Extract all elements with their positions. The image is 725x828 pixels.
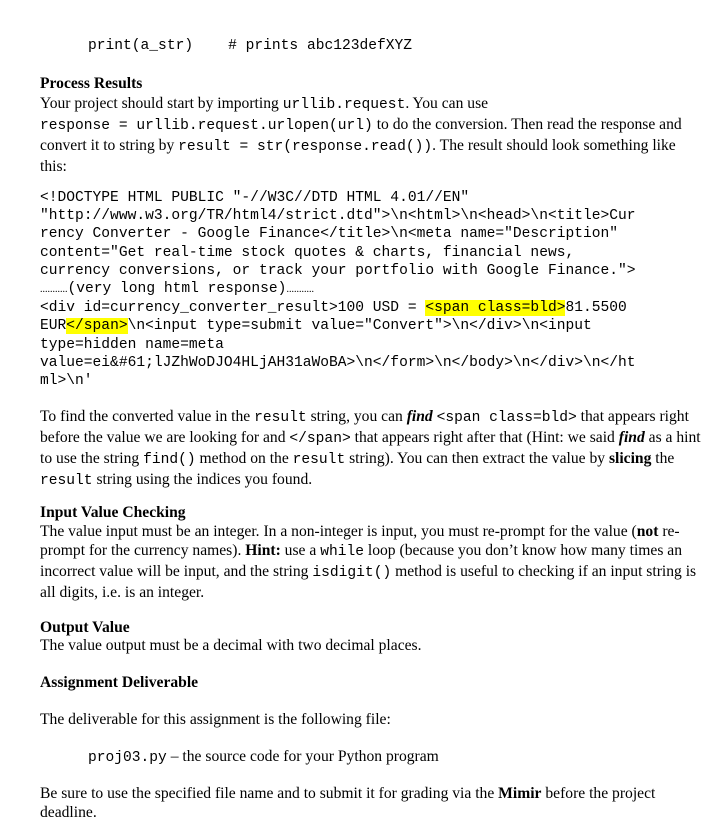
response-value: 81.5500 [565, 300, 627, 317]
input-check-paragraph [40, 522, 703, 602]
response-line-4: content="Get real-time stock quotes & charts, financial news, [40, 244, 575, 261]
deliverable-heading: Assignment Deliverable [40, 674, 199, 691]
file-desc: – the source code for your Python program [166, 748, 439, 765]
find-text-d: that appears right before the value we are looking for and [40, 408, 689, 446]
result-code-2: result [292, 452, 346, 468]
response-line-1: <!DOCTYPE HTML PUBLIC "-//W3C//DTD HTML 4.01//EN" [40, 190, 470, 206]
p1-text-c: to do the conversion. Then read the response and convert it to string by [40, 116, 682, 154]
top-code-line [88, 37, 703, 55]
urllib-code: urllib.request [282, 97, 406, 113]
input-text-f: method is useful to checking if an input string is all digits, i.e. is an integer. [40, 563, 697, 601]
find-text-a: To find the converted value in the [40, 408, 255, 425]
find-text-j: string using the indices you found. [92, 471, 313, 488]
find-emph-2: find [618, 429, 645, 446]
slicing-emph: slicing [608, 450, 652, 467]
response-line-3: rency Converter - Google Finance</title>\n<meta name="Description" [40, 226, 619, 243]
response-line-9: type=hidden name=meta [40, 336, 224, 353]
p1-text-d: . The result should look something like this: [40, 137, 676, 175]
find-text-b: string, you can [306, 408, 407, 425]
response-line-8a: EUR [40, 318, 67, 335]
p1-text-b: . You can use [405, 95, 489, 112]
find-text-f: as a hint to use the string [40, 429, 701, 467]
str-read-code: result = str(response.read()) [178, 139, 433, 155]
while-code: while [320, 544, 364, 560]
response-line-10: value=ei&#61;lJZhWoDJO4HLjAH31aWoBA>\n</form>\n</body>\n</div>\n</ht [40, 354, 636, 371]
process-results-paragraph [40, 94, 703, 176]
p1-text-a: Your project should start by importing [40, 95, 283, 112]
input-text-d: use a [280, 542, 321, 559]
span-open-code: <span class=bld> [436, 410, 577, 426]
submit-note [40, 784, 703, 822]
print-comment: # prints abc123defXYZ [228, 38, 413, 54]
find-text-e: that appears right after that (Hint: we said [350, 429, 619, 446]
not-emph: not [636, 523, 659, 540]
span-close-highlight: </span> [66, 318, 128, 335]
response-line-7a: <div id=currency_converter_result>100 USD = [40, 300, 426, 317]
hint-emph: Hint: [245, 542, 281, 559]
result-code-3: result [40, 473, 93, 489]
submit-text-c: before the project deadline. [40, 785, 656, 821]
html-response-block [40, 189, 703, 390]
find-emph-1: find [406, 408, 433, 425]
span-open-highlight: <span class=bld> [425, 300, 566, 317]
deliverable-text: The deliverable for this assignment is the following file: [40, 711, 391, 728]
ellipsis-b: ........... [286, 284, 314, 296]
process-results-heading: Process Results [40, 75, 143, 92]
response-line-6: (very long html response) [67, 281, 287, 298]
find-text-i: the [651, 450, 675, 467]
output-text: The value output must be a decimal with two decimal places. [40, 637, 422, 654]
find-method-code: find() [143, 452, 196, 468]
input-text-c: re-prompt for the currency names). [40, 523, 680, 559]
result-code-1: result [254, 410, 307, 426]
ellipsis-a: ........... [40, 284, 68, 296]
print-call: print(a_str) [88, 38, 194, 54]
find-paragraph [40, 407, 703, 491]
deliverable-file-line [88, 747, 703, 768]
response-line-11: ml>\n' [40, 373, 93, 390]
output-heading: Output Value [40, 619, 130, 636]
isdigit-code: isdigit() [312, 565, 392, 581]
file-name-code: proj03.py [88, 750, 167, 766]
find-text-h: string). You can then extract the value by [345, 450, 609, 467]
input-text-e: loop (because you don’t know how many times an incorrect value will be input, and the string [40, 542, 683, 580]
span-close-code: </span> [289, 431, 351, 447]
input-check-heading: Input Value Checking [40, 504, 186, 521]
response-line-5: currency conversions, or track your portfolio with Google Finance."> [40, 262, 636, 279]
find-text-g: method on the [195, 450, 293, 467]
mimir-emph: Mimir [498, 785, 542, 802]
response-line-2: "http://www.w3.org/TR/html4/strict.dtd">\n<html>\n<head>\n<title>Cur [40, 208, 636, 225]
response-line-8b: \n<input type=submit value="Convert">\n</div>\n<input [127, 318, 592, 335]
input-text-a: The value input must be an integer. In a non-integer is input, you must re-prompt for the value ( [40, 523, 637, 540]
urlopen-code: response = urllib.request.urlopen(url) [40, 118, 373, 134]
submit-text-a: Be sure to use the specified file name and to submit it for grading via the [40, 785, 499, 802]
